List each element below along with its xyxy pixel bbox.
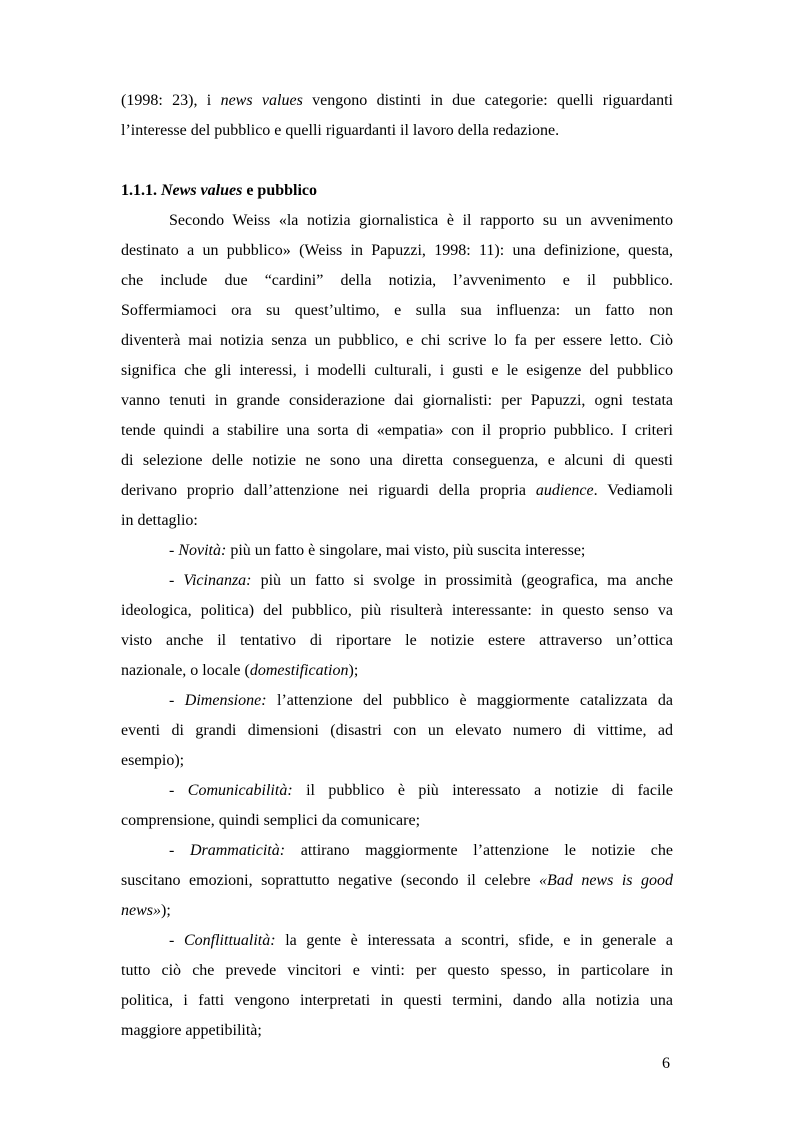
text-line: diventerà mai notizia senza un pubblico, e chi scrive lo fa per essere letto. Ciò bbox=[121, 332, 673, 349]
list-item bbox=[121, 566, 673, 686]
text-line: nazionale, o locale (domestification); bbox=[121, 662, 359, 679]
text-line: - Drammaticità: attirano maggiormente l’attenzione le notizie che bbox=[169, 842, 673, 859]
text-line: Secondo Weiss «la notizia giornalistica è il rapporto su un avvenimento bbox=[169, 212, 673, 229]
text-line: - Conflittualità: la gente è interessata a scontri, sfide, e in generale a bbox=[169, 932, 674, 949]
text-line: significa che gli interessi, i modelli culturali, i gusti e le esigenze del pubblico bbox=[121, 362, 673, 379]
text-line: ideologica, politica) del pubblico, più risulterà interessante: in questo senso va bbox=[121, 602, 673, 619]
text-line: news»); bbox=[121, 902, 171, 919]
body-paragraph bbox=[121, 206, 673, 536]
list-item bbox=[121, 926, 673, 1046]
text-line: derivano proprio dall’attenzione nei riguardi della propria audience. Vediamoli bbox=[121, 482, 673, 499]
intro-paragraph bbox=[121, 86, 673, 146]
text-line: maggiore appetibilità; bbox=[121, 1022, 262, 1039]
section-title-rest: e pubblico bbox=[246, 182, 318, 199]
list-item bbox=[121, 776, 673, 836]
text-line: l’interesse del pubblico e quelli riguardanti il lavoro della redazione. bbox=[121, 122, 560, 139]
section-number: 1.1.1. bbox=[121, 182, 157, 199]
text-line: tutto ciò che prevede vincitori e vinti: per questo spesso, in particolare in bbox=[121, 962, 673, 979]
text-line: destinato a un pubblico» (Weiss in Papuzzi, 1998: 11): una definizione, questa, bbox=[121, 242, 673, 259]
text-line: visto anche il tentativo di riportare le notizie estere attraverso un’ottica bbox=[121, 632, 673, 649]
text-line: in dettaglio: bbox=[121, 512, 198, 529]
page-number: 6 bbox=[662, 1055, 670, 1072]
text-line: vanno tenuti in grande considerazione dai giornalisti: per Papuzzi, ogni testata bbox=[121, 392, 673, 409]
text-line: - Novità: più un fatto è singolare, mai visto, più suscita interesse; bbox=[169, 542, 586, 559]
text-line: (1998: 23), i news values vengono distinti in due categorie: quelli riguardanti bbox=[121, 92, 673, 109]
text-line: - Dimensione: l’attenzione del pubblico è maggiormente catalizzata da bbox=[169, 692, 673, 709]
text-line: politica, i fatti vengono interpretati in questi termini, dando alla notizia una bbox=[121, 992, 673, 1009]
text-line: eventi di grandi dimensioni (disastri con un elevato numero di vittime, ad bbox=[121, 722, 673, 739]
text-line: - Comunicabilità: il pubblico è più interessato a notizie di facile bbox=[169, 782, 673, 799]
text-line: che include due “cardini” della notizia, l’avvenimento e il pubblico. bbox=[121, 272, 673, 289]
list-item bbox=[121, 836, 673, 926]
list-item bbox=[121, 686, 673, 776]
section-title-italic: News values bbox=[161, 182, 243, 199]
text-line: di selezione delle notizie ne sono una diretta conseguenza, e alcuni di questi bbox=[121, 452, 673, 469]
page-body bbox=[121, 86, 673, 1046]
criteria-list bbox=[121, 536, 673, 1046]
list-item bbox=[121, 536, 673, 566]
text-line: suscitano emozioni, soprattutto negative (secondo il celebre «Bad news is good bbox=[121, 872, 673, 889]
text-line: comprensione, quindi semplici da comunicare; bbox=[121, 812, 421, 829]
text-line: tende quindi a stabilire una sorta di «empatia» con il proprio pubblico. I criteri bbox=[121, 422, 673, 439]
text-line: Soffermiamoci ora su quest’ultimo, e sulla sua influenza: un fatto non bbox=[121, 302, 673, 319]
text-line: - Vicinanza: più un fatto si svolge in prossimità (geografica, ma anche bbox=[169, 572, 673, 589]
section-heading bbox=[121, 176, 673, 206]
text-line: esempio); bbox=[121, 752, 185, 769]
